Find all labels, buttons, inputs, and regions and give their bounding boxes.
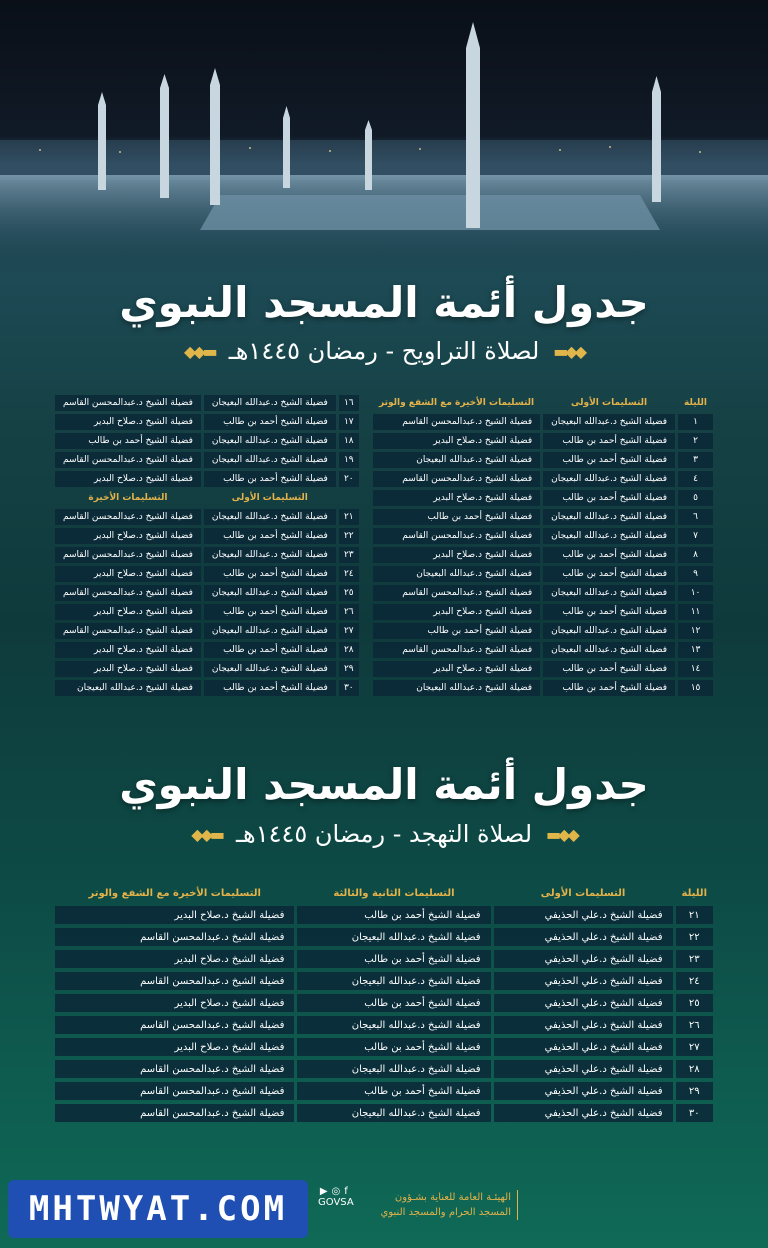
footer xyxy=(0,1172,768,1248)
social-handle xyxy=(318,1186,354,1208)
imam-cell: فضيلة الشيخ د.عبدالله البعيجان xyxy=(543,528,675,544)
night-number: ١٩ xyxy=(339,452,359,468)
imam-cell: فضيلة الشيخ د.عبدالمحسن القاسم xyxy=(55,928,294,946)
night-number: ٢٣ xyxy=(339,547,359,563)
night-number: ٢٤ xyxy=(676,972,714,990)
imam-cell: فضيلة الشيخ د.عبدالمحسن القاسم xyxy=(55,1060,294,1078)
night-number: ٦ xyxy=(678,509,713,525)
watermark-logo: MHTWYAT.COM xyxy=(8,1180,308,1238)
youtube-icon: ▶ xyxy=(319,1186,332,1197)
imam-cell: فضيلة الشيخ د.عبدالله البعيجان xyxy=(543,623,675,639)
imam-cell: فضيلة الشيخ د.علي الحذيفي xyxy=(494,1104,673,1122)
table-row xyxy=(55,509,359,525)
tahajjud-table xyxy=(52,880,716,1126)
social-icons xyxy=(318,1186,354,1197)
night-number: ١٠ xyxy=(678,585,713,601)
org-line-1: الهيئـة العامة للعناية بشـؤون xyxy=(394,1192,511,1203)
table-row xyxy=(373,566,713,582)
imam-cell: فضيلة الشيخ د.عبدالله البعيجان xyxy=(543,642,675,658)
imam-cell: فضيلة الشيخ د.علي الحذيفي xyxy=(494,1016,673,1034)
imam-cell: فضيلة الشيخ د.صلاح البدير xyxy=(373,433,540,449)
imam-cell: فضيلة الشيخ د.عبدالمحسن القاسم xyxy=(55,1082,294,1100)
night-number: ٢٧ xyxy=(339,623,359,639)
night-number: ٢٩ xyxy=(676,1082,714,1100)
imam-cell: فضيلة الشيخ أحمد بن طالب xyxy=(204,604,336,620)
night-number: ٥ xyxy=(678,490,713,506)
night-number: ٢١ xyxy=(339,509,359,525)
table-row xyxy=(55,642,359,658)
header-last: التسليمات الأخيرة xyxy=(88,493,168,503)
imam-cell: فضيلة الشيخ د.عبدالله البعيجان xyxy=(297,1060,490,1078)
table-row xyxy=(55,414,359,430)
imam-cell: فضيلة الشيخ د.صلاح البدير xyxy=(55,471,201,487)
imam-cell: فضيلة الشيخ أحمد بن طالب xyxy=(373,623,540,639)
imam-cell: فضيلة الشيخ د.صلاح البدير xyxy=(55,414,201,430)
tarawih-table-nights-16-20 xyxy=(52,392,362,699)
imam-cell: فضيلة الشيخ د.عبدالله البعيجان xyxy=(297,1016,490,1034)
imam-cell: فضيلة الشيخ أحمد بن طالب xyxy=(543,547,675,563)
facebook-icon: f xyxy=(344,1186,352,1197)
table-row xyxy=(55,994,713,1012)
imam-cell: فضيلة الشيخ أحمد بن طالب xyxy=(543,433,675,449)
imam-cell: فضيلة الشيخ د.عبدالمحسن القاسم xyxy=(55,585,201,601)
table-row xyxy=(55,452,359,468)
table-row xyxy=(373,642,713,658)
night-number: ٢٢ xyxy=(339,528,359,544)
imam-cell: فضيلة الشيخ أحمد بن طالب xyxy=(297,906,490,924)
table-row xyxy=(373,623,713,639)
imam-cell: فضيلة الشيخ د.علي الحذيفي xyxy=(494,1038,673,1056)
imam-cell: فضيلة الشيخ د.عبدالله البعيجان xyxy=(204,585,336,601)
table-row xyxy=(55,928,713,946)
imam-cell: فضيلة الشيخ أحمد بن طالب xyxy=(297,1038,490,1056)
imam-cell: فضيلة الشيخ د.عبدالله البعيجان xyxy=(204,433,336,449)
imam-cell: فضيلة الشيخ د.عبدالمحسن القاسم xyxy=(55,1016,294,1034)
imam-cell: فضيلة الشيخ د.عبدالله البعيجان xyxy=(373,452,540,468)
imam-cell: فضيلة الشيخ د.صلاح البدير xyxy=(373,547,540,563)
night-number: ٣٠ xyxy=(676,1104,714,1122)
night-number: ١٦ xyxy=(339,395,359,411)
imam-cell: فضيلة الشيخ د.عبدالمحسن القاسم xyxy=(55,547,201,563)
ornament-icon: ▬◆◆ xyxy=(191,824,222,844)
night-number: ١٧ xyxy=(339,414,359,430)
table-row xyxy=(373,680,713,696)
table-row xyxy=(55,566,359,582)
imam-cell: فضيلة الشيخ د.عبدالمحسن القاسم xyxy=(55,395,201,411)
imam-cell: فضيلة الشيخ أحمد بن طالب xyxy=(543,661,675,677)
tahajjud-subtitle xyxy=(0,820,768,848)
imam-cell: فضيلة الشيخ د.عبدالمحسن القاسم xyxy=(55,972,294,990)
table-row xyxy=(373,433,713,449)
ornament-icon: ◆◆▬ xyxy=(553,341,585,361)
night-number: ١٢ xyxy=(678,623,713,639)
header-first: التسليمات الأولى xyxy=(540,887,626,899)
imam-cell: فضيلة الشيخ د.علي الحذيفي xyxy=(494,1060,673,1078)
imam-cell: فضيلة الشيخ د.عبدالمحسن القاسم xyxy=(55,452,201,468)
night-number: ٢٢ xyxy=(676,928,714,946)
table-row xyxy=(55,950,713,968)
table-row xyxy=(55,585,359,601)
tarawih-subtitle-text: لصلاة التراويح - رمضان ١٤٤٥هـ xyxy=(228,337,540,365)
imam-cell: فضيلة الشيخ د.صلاح البدير xyxy=(55,528,201,544)
night-number: ٩ xyxy=(678,566,713,582)
imam-cell: فضيلة الشيخ أحمد بن طالب xyxy=(543,604,675,620)
table-row xyxy=(55,623,359,639)
table-row xyxy=(55,972,713,990)
night-number: ٨ xyxy=(678,547,713,563)
imam-cell: فضيلة الشيخ د.عبدالله البعيجان xyxy=(543,509,675,525)
tahajjud-subtitle-text: لصلاة التهجد - رمضان ١٤٤٥هـ xyxy=(236,820,533,848)
tarawih-subtitle xyxy=(0,337,768,365)
imam-cell: فضيلة الشيخ أحمد بن طالب xyxy=(204,566,336,582)
header-last-witr: التسليمات الأخيرة مع الشفع والوتر xyxy=(378,398,535,408)
imam-cell: فضيلة الشيخ د.عبدالمحسن القاسم xyxy=(373,585,540,601)
ornament-icon: ▬◆◆ xyxy=(184,341,215,361)
imam-cell: فضيلة الشيخ د.صلاح البدير xyxy=(373,490,540,506)
imam-cell: فضيلة الشيخ د.عبدالله البعيجان xyxy=(543,414,675,430)
imam-cell: فضيلة الشيخ د.عبدالله البعيجان xyxy=(297,928,490,946)
header-last-witr: التسليمات الأخيرة مع الشفع والوتر xyxy=(88,887,261,899)
table-row xyxy=(55,1038,713,1056)
imam-cell: فضيلة الشيخ أحمد بن طالب xyxy=(204,680,336,696)
table-row xyxy=(55,1104,713,1122)
imam-cell: فضيلة الشيخ د.عبدالمحسن القاسم xyxy=(373,471,540,487)
night-number: ٢٥ xyxy=(339,585,359,601)
imam-cell: فضيلة الشيخ أحمد بن طالب xyxy=(55,433,201,449)
imam-cell: فضيلة الشيخ د.عبدالمحسن القاسم xyxy=(373,642,540,658)
imam-cell: فضيلة الشيخ د.عبدالله البعيجان xyxy=(543,585,675,601)
night-number: ٣ xyxy=(678,452,713,468)
night-number: ٢٥ xyxy=(676,994,714,1012)
imam-cell: فضيلة الشيخ د.عبدالله البعيجان xyxy=(373,566,540,582)
imam-cell: فضيلة الشيخ د.عبدالله البعيجان xyxy=(55,680,201,696)
imam-cell: فضيلة الشيخ د.صلاح البدير xyxy=(55,604,201,620)
imam-cell: فضيلة الشيخ د.عبدالله البعيجان xyxy=(543,471,675,487)
imam-cell: فضيلة الشيخ أحمد بن طالب xyxy=(204,414,336,430)
imam-cell: فضيلة الشيخ د.عبدالمحسن القاسم xyxy=(55,509,201,525)
table-row xyxy=(55,528,359,544)
imam-cell: فضيلة الشيخ أحمد بن طالب xyxy=(297,1082,490,1100)
night-number: ١٨ xyxy=(339,433,359,449)
table-row xyxy=(55,471,359,487)
imam-cell: فضيلة الشيخ أحمد بن طالب xyxy=(204,528,336,544)
night-number: ٢ xyxy=(678,433,713,449)
night-number: ٢٦ xyxy=(339,604,359,620)
night-number: ٢٤ xyxy=(339,566,359,582)
imam-cell: فضيلة الشيخ د.عبدالمحسن القاسم xyxy=(55,1104,294,1122)
table-row xyxy=(373,414,713,430)
imam-cell: فضيلة الشيخ أحمد بن طالب xyxy=(543,490,675,506)
tarawih-title: جدول أئمة المسجد النبوي xyxy=(119,278,649,327)
table-row xyxy=(373,490,713,506)
table-row xyxy=(55,906,713,924)
night-number: ١٤ xyxy=(678,661,713,677)
imam-cell: فضيلة الشيخ أحمد بن طالب xyxy=(297,994,490,1012)
imam-cell: فضيلة الشيخ د.عبدالله البعيجان xyxy=(373,680,540,696)
handle-text: GOVSA xyxy=(318,1197,354,1208)
header-night: الليلة xyxy=(684,398,707,408)
table-row xyxy=(55,1016,713,1034)
table-row xyxy=(55,395,359,411)
imam-cell: فضيلة الشيخ د.صلاح البدير xyxy=(55,950,294,968)
imam-cell: فضيلة الشيخ د.صلاح البدير xyxy=(373,604,540,620)
night-number: ٢٩ xyxy=(339,661,359,677)
night-number: ٢٣ xyxy=(676,950,714,968)
table-row xyxy=(55,1082,713,1100)
imam-cell: فضيلة الشيخ د.صلاح البدير xyxy=(55,642,201,658)
imam-cell: فضيلة الشيخ د.عبدالله البعيجان xyxy=(297,972,490,990)
imam-cell: فضيلة الشيخ د.علي الحذيفي xyxy=(494,1082,673,1100)
imam-cell: فضيلة الشيخ د.عبدالله البعيجان xyxy=(204,547,336,563)
table-row xyxy=(373,585,713,601)
imam-cell: فضيلة الشيخ أحمد بن طالب xyxy=(543,452,675,468)
imam-cell: فضيلة الشيخ د.علي الحذيفي xyxy=(494,928,673,946)
table-row xyxy=(373,452,713,468)
night-number: ٢٨ xyxy=(339,642,359,658)
night-number: ٣٠ xyxy=(339,680,359,696)
imam-cell: فضيلة الشيخ د.صلاح البدير xyxy=(55,661,201,677)
imam-cell: فضيلة الشيخ د.صلاح البدير xyxy=(55,566,201,582)
imam-cell: فضيلة الشيخ أحمد بن طالب xyxy=(297,950,490,968)
imam-cell: فضيلة الشيخ د.عبدالله البعيجان xyxy=(204,623,336,639)
table-row xyxy=(373,604,713,620)
header-night: الليلة xyxy=(681,887,707,899)
imam-cell: فضيلة الشيخ د.علي الحذيفي xyxy=(494,906,673,924)
night-number: ١٣ xyxy=(678,642,713,658)
night-number: ٢٠ xyxy=(339,471,359,487)
night-number: ٢١ xyxy=(676,906,714,924)
org-line-2: المسجد الحرام والمسجد النبوي xyxy=(380,1207,511,1218)
table-row xyxy=(373,661,713,677)
night-number: ١٥ xyxy=(678,680,713,696)
organization-name xyxy=(381,1190,518,1220)
header-second-third: التسليمات الثانية والثالثة xyxy=(333,887,455,899)
imam-cell: فضيلة الشيخ أحمد بن طالب xyxy=(204,642,336,658)
night-number: ٤ xyxy=(678,471,713,487)
imam-cell: فضيلة الشيخ د.عبدالمحسن القاسم xyxy=(55,623,201,639)
imam-cell: فضيلة الشيخ أحمد بن طالب xyxy=(543,680,675,696)
imam-cell: فضيلة الشيخ د.صلاح البدير xyxy=(373,661,540,677)
imam-cell: فضيلة الشيخ د.عبدالله البعيجان xyxy=(204,509,336,525)
imam-cell: فضيلة الشيخ د.عبدالله البعيجان xyxy=(204,452,336,468)
table-row xyxy=(55,680,359,696)
imam-cell: فضيلة الشيخ أحمد بن طالب xyxy=(204,471,336,487)
imam-cell: فضيلة الشيخ د.عبدالمحسن القاسم xyxy=(373,528,540,544)
ornament-icon: ◆◆▬ xyxy=(546,824,577,844)
imam-cell: فضيلة الشيخ د.عبدالله البعيجان xyxy=(204,395,336,411)
instagram-icon: ◎ xyxy=(331,1186,345,1197)
imam-cell: فضيلة الشيخ أحمد بن طالب xyxy=(543,566,675,582)
night-number: ٢٨ xyxy=(676,1060,714,1078)
table-row xyxy=(55,547,359,563)
tarawih-table-nights-1-15 xyxy=(370,392,716,699)
header-first: التسليمات الأولى xyxy=(571,398,648,408)
header-first: التسليمات الأولى xyxy=(231,493,308,503)
table-row xyxy=(55,661,359,677)
imam-cell: فضيلة الشيخ د.عبدالمحسن القاسم xyxy=(373,414,540,430)
imam-cell: فضيلة الشيخ د.صلاح البدير xyxy=(55,994,294,1012)
night-number: ١ xyxy=(678,414,713,430)
hero-mosque-image xyxy=(0,0,768,300)
imam-cell: فضيلة الشيخ د.علي الحذيفي xyxy=(494,994,673,1012)
imam-cell: فضيلة الشيخ د.عبدالله البعيجان xyxy=(204,661,336,677)
table-row xyxy=(373,528,713,544)
table-row xyxy=(373,547,713,563)
imam-cell: فضيلة الشيخ د.صلاح البدير xyxy=(55,906,294,924)
imam-cell: فضيلة الشيخ د.علي الحذيفي xyxy=(494,972,673,990)
table-row xyxy=(373,471,713,487)
table-row xyxy=(373,509,713,525)
night-number: ٢٦ xyxy=(676,1016,714,1034)
night-number: ١١ xyxy=(678,604,713,620)
night-number: ٧ xyxy=(678,528,713,544)
imam-cell: فضيلة الشيخ د.صلاح البدير xyxy=(55,1038,294,1056)
table-row xyxy=(55,1060,713,1078)
table-row xyxy=(55,433,359,449)
night-number: ٢٧ xyxy=(676,1038,714,1056)
tahajjud-title: جدول أئمة المسجد النبوي xyxy=(119,760,649,809)
imam-cell: فضيلة الشيخ د.علي الحذيفي xyxy=(494,950,673,968)
imam-cell: فضيلة الشيخ أحمد بن طالب xyxy=(373,509,540,525)
imam-cell: فضيلة الشيخ د.عبدالله البعيجان xyxy=(297,1104,490,1122)
table-row xyxy=(55,604,359,620)
